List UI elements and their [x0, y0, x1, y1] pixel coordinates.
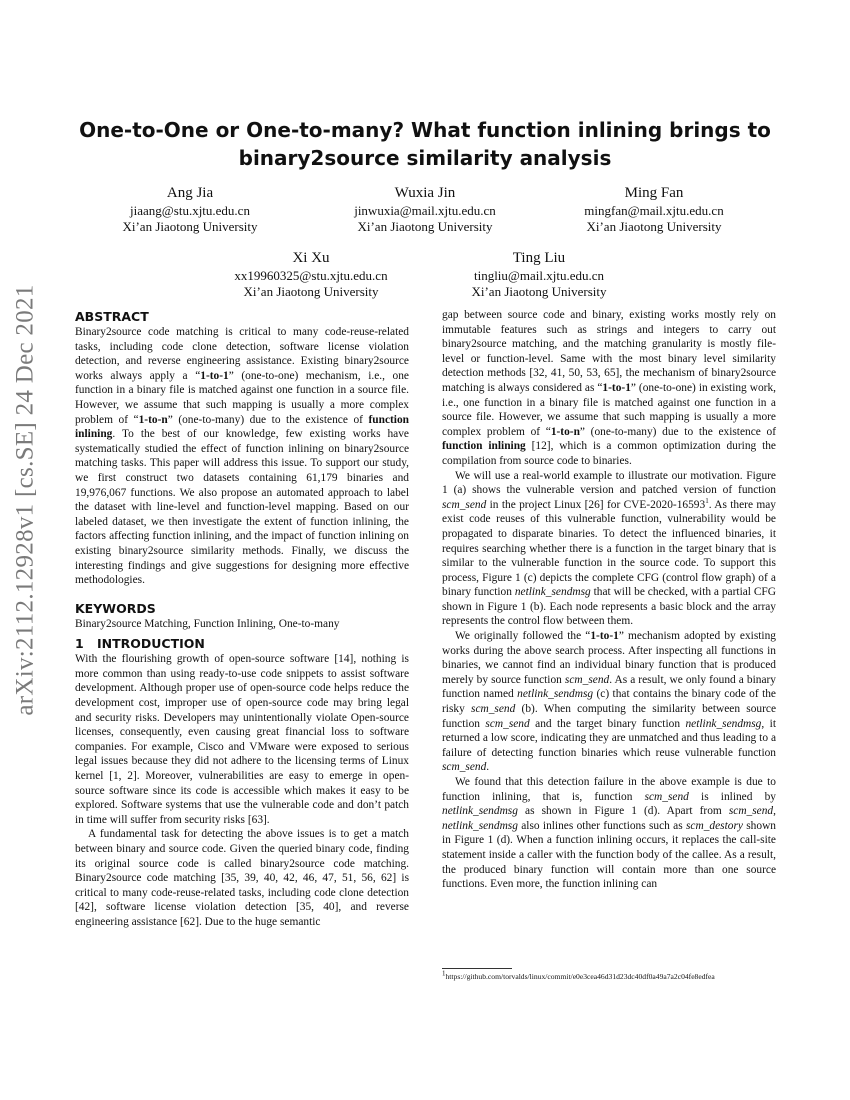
abstract-text: Binary2source code matching is critical to many code-reuse-related tasks, including code clone detection, software license violation detection, and reverse engineering assistance. Existing binary2source works always apply a “1-to-1” (one-to-one) mechanism, i.e., one function in a binary file is matched against one function in a source file. However, we assume that such mapping is usually a more complex problem of “1-to-n” (one-to-many) due to the existence of function inlining. To the best of our knowledge, few existing works have systematically studied the effect of function inlining on binary2source matching tasks. This paper will address this issue. To support our study, we first construct two datasets containing 61,179 binaries and 19,976,067 functions. We also propose an automated approach to label the dataset with line-level and function-level mapping. Based on our labeled dataset, we then investigate the extent of function inlining, the factors affecting function inlining, and the impact of function inlining on existing binary2source similarity methods. Finally, we discuss the interesting findings and give suggestions for designing more effective methodologies.: [75, 326, 409, 587]
author-affiliation: Xi’an Jiaotong University: [586, 219, 722, 234]
section-number: 1: [75, 636, 84, 652]
author-email: tingliu@mail.xjtu.edu.cn: [473, 268, 605, 283]
author-email: jinwuxia@mail.xjtu.edu.cn: [354, 203, 496, 218]
paper-title: [60, 116, 790, 172]
body-paragraph: We originally followed the “1-to-1” mechanism adopted by existing works during the above search process. After inspecting all functions in binaries, we cannot find an individual binary function that is produced merely by source function scm_send. As a result, we only found a binary function named netlink_sendmsg (c) that contains the binary code of the risky scm_send (b). When computing the similarity between source function scm_send and the target binary function netlink_sendmsg, it returned a low score, indicating they are unmatched and thus leading to a failure of detecting function binaries which reuse vulnerable function scm_send.: [442, 630, 777, 774]
author-name: Ming Fan: [624, 185, 684, 201]
body-paragraph: We will use a real-world example to illustrate our motivation. Figure 1 (a) shows the vulnerable version and patched version of function scm_send in the project Linux [26] for CVE-2020-16593$^1$. As there may exist code reuses of this vulnerable function, vulnerability would be propagated to disparate binaries. To detect the influenced binaries, it requires searching whether there is a function in the target binary that is similar to the vulnerable function in the source code. To support this process, Figure 1 (c) depicts the complete CFG (control flow graph) of a binary function netlink_sendmsg that will be checked, with a partial CFG shown in Figure 1 (b). Each node represents a basic block and the array represents the control flow between them.: [442, 469, 776, 628]
intro-paragraph: With the flourishing growth of open-source software [14], nothing is more common than using ready-to-use code snippets to assist software development. Although proper use of open-source code helps reduce the development cost, improper use of open-source code may bring legal and security risks. Developers may unintentionally violate Open-source licenses, consequently, even causing great financial loss to software companies. For example, Cisco and VMware were exposed to serious legal issues because they did not adhere to the licensing terms of Linux kernel [1, 2]. Moreover, vulnerabilities are easy to emerge in open-source software since its code is accessible which makes it easy to be explored. Software systems that use the vulnerable code and don’t patch in time will suffer from security risks [63].: [75, 653, 409, 826]
body-paragraph: gap between source code and binary, existing works mostly rely on immutable features such as strings and integers to carry out binary2source matching, and the matching granularity is mostly file-level or function-level. Same with the most binary level similarity detection methods [32, 41, 50, 53, 65], the mechanism of binary2source matching is always considered as “1-to-1” (one-to-one) in existing work, i.e., one function in a binary file is matched against one function in a source file. However, we assume that such mapping is usually a more complex problem of “1-to-n” (one-to-many) due to the existence of function inlining [12], which is a common optimization during the compilation from source code to binaries.: [442, 309, 776, 467]
author-email: xx19960325@stu.xjtu.edu.cn: [234, 268, 388, 283]
footnote-rule: [442, 968, 512, 969]
author-block: [191, 248, 431, 300]
author-block: [305, 183, 545, 235]
intro-paragraph: A fundamental task for detecting the above issues is to get a match between binary and source code. Given the queried binary code, finding its original source code is called binary2source code matching. Binary2source code matching [35, 39, 40, 42, 46, 47, 51, 56, 62] is critical to many code-reuse-related tasks, including code clone detection [42], software license violation detection [35, 40], and reverse engineering assistance [62]. Due to the huge semantic: [75, 828, 409, 928]
section-heading-introduction: [75, 635, 409, 652]
author-name: Xi Xu: [292, 250, 330, 266]
author-affiliation: Xi’an Jiaotong University: [243, 284, 379, 299]
arxiv-watermark: [4, 284, 48, 716]
author-block: [534, 183, 774, 235]
author-email: mingfan@mail.xjtu.edu.cn: [584, 203, 724, 218]
author-block: [70, 183, 310, 235]
footnote-link[interactable]: https://github.com/torvalds/linux/commit/e0e3cea46d31d23dc40df0a49a7a2c04fe8edfea: [445, 972, 715, 981]
footnote: [442, 969, 787, 982]
author-name: Ting Liu: [512, 250, 566, 266]
footnote-marker: 1: [705, 496, 709, 505]
title-line-1: One-to-One or One-to-many? What function inlining brings to: [79, 118, 771, 142]
author-email: jiaang@stu.xjtu.edu.cn: [130, 203, 250, 218]
section-title: INTRODUCTION: [97, 636, 205, 652]
arxiv-id: arXiv:2112.12928v1 [cs.SE] 24 Dec 2021: [12, 284, 39, 716]
author-block: [419, 248, 659, 300]
abstract-heading: ABSTRACT: [75, 309, 149, 324]
keywords-heading: KEYWORDS: [75, 600, 156, 616]
left-column: [75, 308, 409, 930]
title-line-2: binary2source similarity analysis: [238, 146, 612, 170]
author-affiliation: Xi’an Jiaotong University: [357, 219, 493, 234]
author-affiliation: Xi’an Jiaotong University: [122, 219, 258, 234]
footnote-number: 1: [442, 969, 446, 978]
author-name: Wuxia Jin: [394, 185, 456, 201]
author-name: Ang Jia: [166, 185, 214, 201]
right-column: [442, 308, 776, 892]
author-affiliation: Xi’an Jiaotong University: [471, 284, 607, 299]
body-paragraph: We found that this detection failure in the above example is due to function inlining, that is, function scm_send is inlined by netlink_sendmsg as shown in Figure 1 (d). Apart from scm_send, netlink_sendmsg also inlines other functions such as scm_destory shown in Figure 1 (d). When a function inlining occurs, it replaces the call-site statement inside a caller with the function body of the callee. As a result, the produced binary function will contain more than one source functions. Even more, the function inlining can: [442, 776, 776, 891]
keywords-text: Binary2source Matching, Function Inlining, One-to-many: [75, 617, 340, 630]
